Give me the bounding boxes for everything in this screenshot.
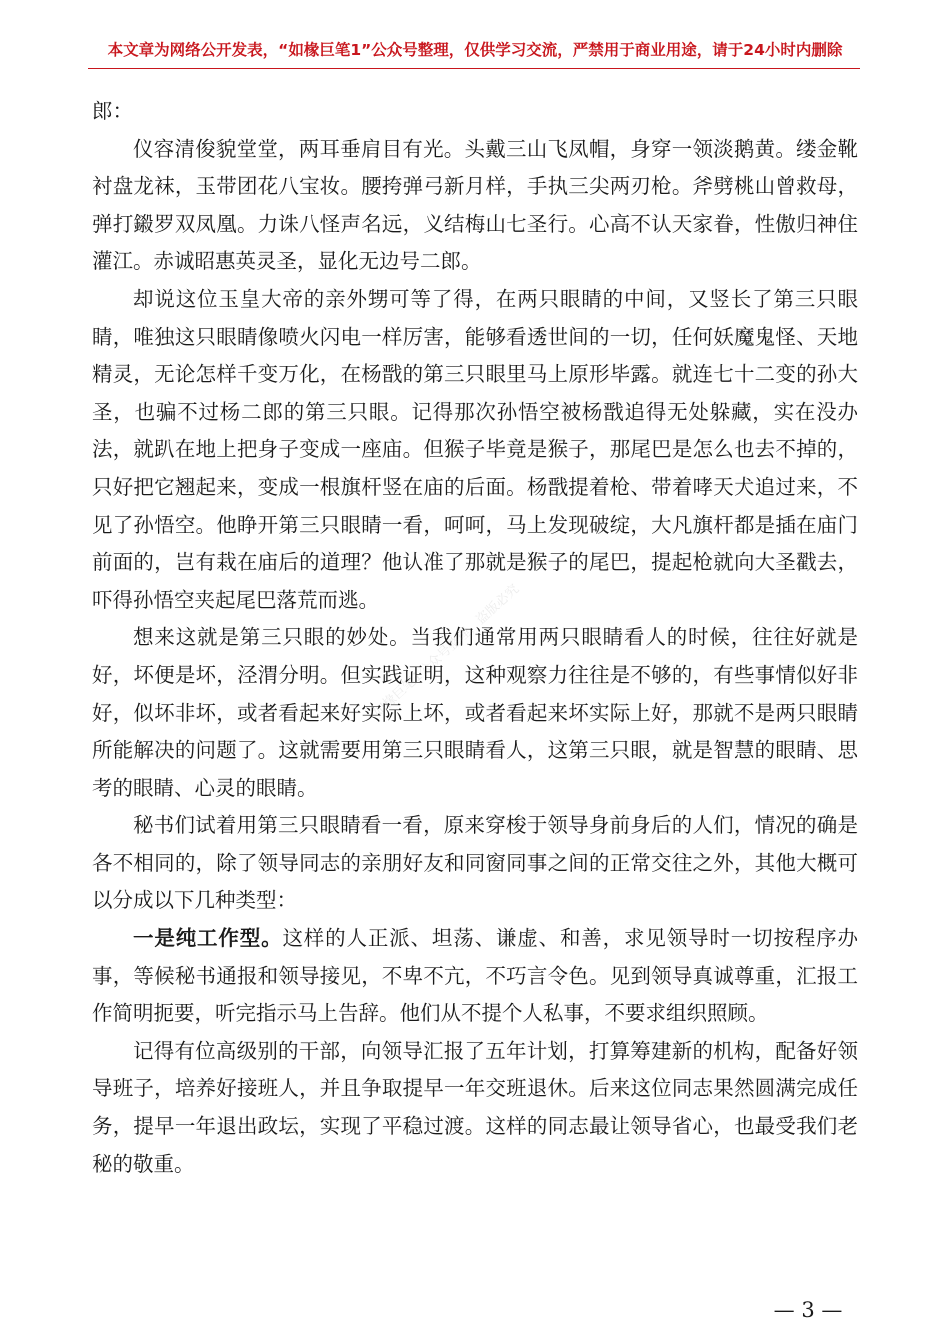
poem-paragraph: 仪容清俊貌堂堂，两耳垂肩目有光。头戴三山飞凤帽，身穿一领淡鹅黄。缕金靴衬盘龙袜，玉带团花八宝妆。腰挎弹弓新月样，手执三尖两刃枪。斧劈桃山曾救母，弹打鎩罗双凤凰。力诛八怪声名远，义结梅山七圣行。心高不认天家眷，性傲归神住灌江。赤诚昭惠英灵圣，显化无边号二郎。 <box>92 136 858 274</box>
anecdote-paragraph: 记得有位高级别的干部，向领导汇报了五年计划，打算筹建新的机构，配备好领导班子，培养好接班人，并且争取提早一年交班退休。后来这位同志果然圆满完成任务，提早一年退出政坛，实现了平稳过渡。这样的同志最让领导省心，也最受我们老秘的敬重。 <box>92 1038 858 1176</box>
type-one-paragraph <box>92 920 858 1033</box>
type-one-heading: 一是纯工作型。 <box>133 926 283 951</box>
story-paragraph: 却说这位玉皇大帝的亲外甥可等了得，在两只眼睛的中间，又竖长了第三只眼睛，唯独这只眼睛像喷火闪电一样厉害，能够看透世间的一切，任何妖魔鬼怪、天地精灵，无论怎样千变万化，在杨戬的第三只眼里马上原形毕露。就连七十二变的孙大圣，也骗不过杨二郎的第三只眼。记得那次孙悟空被杨戬追得无处躲藏，实在没办法，就趴在地上把身子变成一座庙。但猴子毕竟是猴子，那尾巴是怎么也去不掉的，只好把它翘起来，变成一根旗杆竖在庙的后面。杨戬提着枪、带着哮天犬追过来，不见了孙悟空。他睁开第三只眼睛一看，呵呵，马上发现破绽，大凡旗杆都是插在庙门前面的，岂有栽在庙后的道理？他认准了那就是猴子的尾巴，提起枪就向大圣戳去，吓得孙悟空夹起尾巴落荒而逃。 <box>92 286 858 612</box>
paragraph-continuation: 郎： <box>92 99 133 123</box>
type-one-text: 这样的人正派、坦荡、谦虚、和善，求见领导时一切按程序办事，等候秘书通报和领导接见，不卑不亢，不巧言令色。见到领导真诚尊重，汇报工作简明扼要，听完指示马上告辞。他们从不提个人私事，不要求组织照顾。 <box>92 926 859 1026</box>
types-intro-paragraph: 秘书们试着用第三只眼睛看一看，原来穿梭于领导身前身后的人们，情况的确是各不相同的，除了领导同志的亲朋好友和同窗同事之间的正常交往之外，其他大概可以分成以下几种类型： <box>92 813 858 913</box>
page-number: — 3 — <box>773 1298 843 1322</box>
header-divider <box>88 68 860 69</box>
third-eye-paragraph: 想来这就是第三只眼的妙处。当我们通常用两只眼睛看人的时候，往往好就是好，坏便是坏，泾渭分明。但实践证明，这种观察力往往是不够的，有些事情似好非好，似坏非坏，或者看起来好实际上坏，或者看起来坏实际上好，那就不是两只眼睛所能解决的问题了。这就需要用第三只眼睛看人，这第三只眼，就是智慧的眼睛、思考的眼睛、心灵的眼睛。 <box>92 625 858 800</box>
article-body <box>92 93 858 1183</box>
copyright-notice: 本文章为网络公开发表，“如椽巨笔1”公众号整理，仅供学习交流，严禁用于商业用途，请于24小时内删除 <box>107 41 843 59</box>
watermark: 如椽巨笔1公众号整理，盗版必究 <box>370 581 523 721</box>
